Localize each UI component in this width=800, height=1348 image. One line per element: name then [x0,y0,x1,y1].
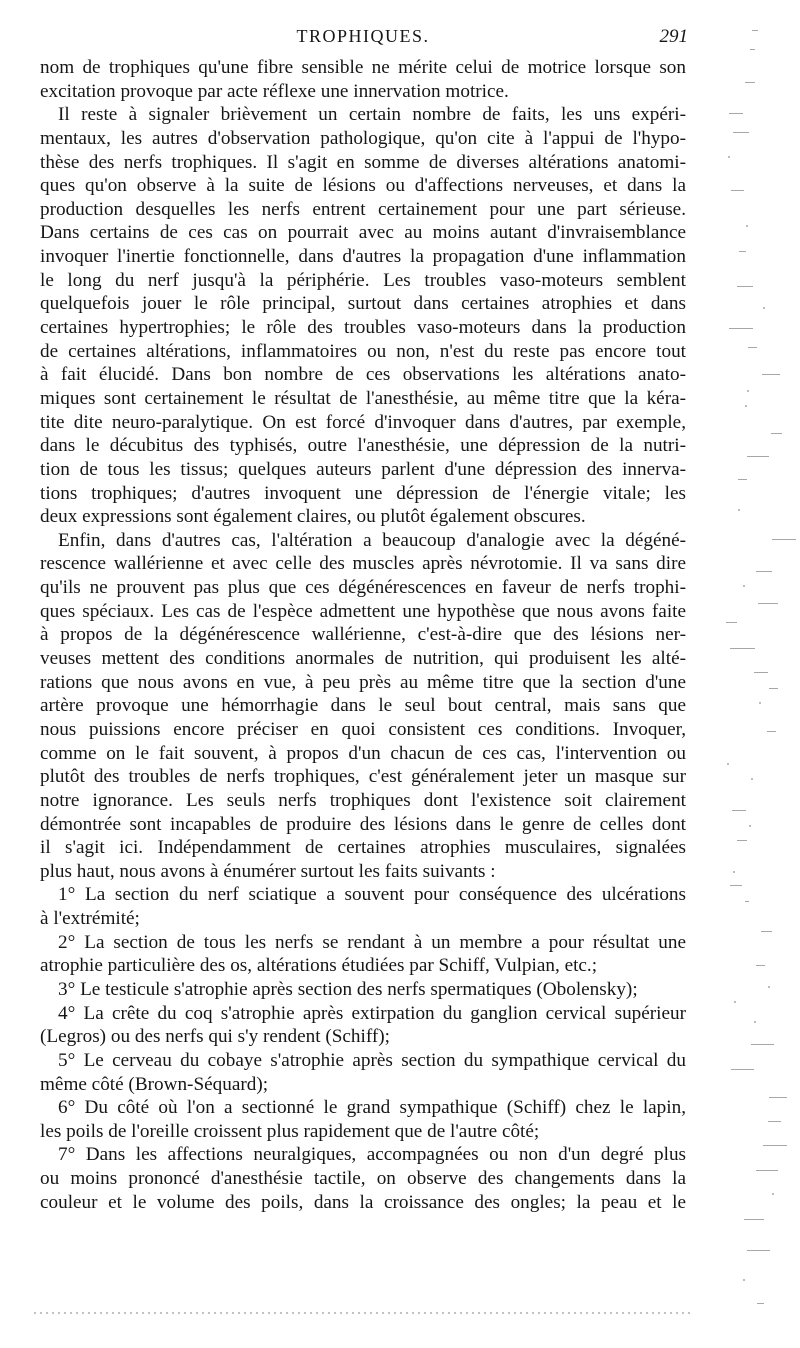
text-line: démontrée sont incapables de produire des lésions dans le genre de celles dont [40,813,686,835]
running-head [40,26,686,52]
show-through-mark [730,648,755,649]
show-through-mark [751,1044,774,1045]
text-line: production desquelles les nerfs entrent certainement pour une part sérieuse. [40,198,686,220]
show-through-mark [756,965,765,966]
show-through-mark [745,82,755,83]
text-line: plutôt des troubles de nerfs trophiques, c'est généralement jeter un masque sur [40,766,686,788]
text-line: les poils de l'oreille croissent plus rapidement que de l'autre côté; [40,1120,540,1142]
show-through-mark [754,1021,756,1023]
text-line: nous puissions encore préciser en quoi consistent ces conditions. Invoquer, [40,718,686,740]
text-line: (Legros) ou des nerfs qui s'y rendent (Schiff); [40,1026,390,1048]
show-through-mark [761,931,772,932]
text-line: nom de trophiques qu'une fibre sensible ne mérite celui de motrice lorsque son [40,57,686,78]
show-through-mark [743,585,745,587]
show-through-mark [729,113,743,114]
show-through-mark [754,672,768,673]
show-through-mark [738,509,740,511]
text-line: deux expressions sont également claires, ou plutôt également obscures. [40,506,586,528]
show-through-mark [756,1170,778,1171]
show-through-mark [748,347,757,348]
text-line: notre ignorance. Les seuls nerfs trophiques dont l'existence soit clairement [40,789,686,811]
show-through-mark [769,1097,787,1098]
show-through-mark [726,622,737,623]
show-through-mark [772,1193,774,1195]
show-through-mark [737,286,753,287]
show-through-mark [729,328,753,329]
text-line: 2° La section de tous les nerfs se rendant à un membre a pour résultat une [58,931,686,953]
show-through-mark [747,456,769,457]
text-line: tions trophiques; d'autres invoquent une dépression de l'énergie vitale; les [40,482,686,504]
text-line: 5° Le cerveau du cobaye s'atrophie après section du sympathique cervical du [58,1049,686,1071]
running-title: TROPHIQUES. [296,26,430,46]
text-line: rescence wallérienne et avec celle des muscles après névrotomie. Il va sans dire [40,553,686,575]
text-line: tite dite neuro-paralytique. On est forcé d'invoquer dans d'autres, par exemple, [40,411,686,433]
text-line: 4° La crête du coq s'atrophie après extirpation du ganglion cervical supérieur [58,1002,686,1024]
text-line: 6° Du côté où l'on a sectionné le grand sympathique (Schiff) chez le lapin, [58,1097,686,1119]
show-through-mark [771,433,782,434]
show-through-mark [727,763,729,765]
text-line: à propos de la dégénérescence wallérienne, c'est-à-dire que des lésions ner- [40,624,686,646]
text-line: invoquer l'inertie fonctionnelle, dans d'autres la propagation d'une inflammation [40,246,686,268]
text-line: ques spéciaux. Les cas de l'espèce admettent une hypothèse que nous avons faite [40,600,686,622]
show-through-mark [769,688,778,689]
margin-show-through-marks [726,30,796,1320]
text-line: ou moins prononcé d'anesthésie tactile, on observe des changements dans la [40,1168,686,1190]
show-through-mark [757,1303,764,1304]
text-line: veuses mettent des conditions anormales de nutrition, qui produisent les alté- [40,648,686,670]
text-line: certaines hypertrophies; le rôle des troubles vaso-moteurs dans la production [40,317,686,339]
show-through-mark [762,374,780,375]
show-through-mark [768,1121,781,1122]
show-through-mark [758,603,778,604]
show-through-mark [738,479,747,480]
bottom-show-through-line [34,1312,694,1314]
show-through-mark [763,1145,787,1146]
show-through-mark [756,571,772,572]
show-through-mark [737,840,747,841]
text-line: mentaux, les autres d'observation pathologique, qu'on cite à l'appui de l'hypo- [40,127,686,149]
show-through-mark [734,1001,736,1003]
show-through-mark [743,1279,745,1281]
text-line: thèse des nerfs trophiques. Il s'agit en somme de diverses altérations anatomi- [40,151,686,173]
show-through-mark [731,1069,754,1070]
show-through-mark [728,156,730,158]
show-through-mark [750,49,755,50]
text-line: miques sont certainement le résultat de l'anesthésie, au même titre que la kéra- [40,387,686,409]
text-line: excitation provoque par acte réflexe une innervation motrice. [40,80,509,102]
text-line: qu'ils ne prouvent pas plus que ces dégénérescences en faveur de nerfs trophi- [40,577,686,599]
text-line: 7° Dans les affections neuralgiques, accompagnées ou non d'un degré plus [58,1144,686,1166]
show-through-mark [744,1219,764,1220]
show-through-mark [747,390,749,392]
show-through-mark [746,225,748,227]
show-through-mark [751,778,753,780]
text-line: Dans certains de ces cas on pourrait avec au moins autant d'invraisemblance [40,222,686,244]
show-through-mark [767,731,776,732]
show-through-mark [745,901,749,902]
text-line: ques qu'on observe à la suite de lésions ou d'affections nerveuses, et dans la [40,175,686,197]
show-through-mark [730,885,742,886]
text-line: Il reste à signaler brièvement un certain nombre de faits, les uns expéri- [58,104,686,126]
text-line: il s'agit ici. Indépendamment de certaines atrophies musculaires, signalées [40,837,686,859]
text-line: quelquefois jouer le rôle principal, surtout dans certaines atrophies et dans [40,293,686,315]
text-line: Enfin, dans d'autres cas, l'altération a beaucoup d'analogie avec la dégéné- [58,529,686,551]
show-through-mark [747,1250,770,1251]
text-line: de certaines altérations, inflammatoires ou non, n'est du reste pas encore tout [40,340,686,362]
text-line: comme on le fait souvent, à propos d'un chacun de ces cas, l'intervention ou [40,742,686,764]
show-through-mark [749,825,751,827]
text-line: 1° La section du nerf sciatique a souvent pour conséquence des ulcérations [58,884,686,906]
text-line: même côté (Brown-Séquard); [40,1073,269,1095]
text-line: tion de tous les tissus; quelques auteurs parlent d'une dépression des innerva- [40,458,686,480]
show-through-mark [772,539,796,540]
show-through-mark [763,307,765,309]
body-text [40,56,686,1214]
text-line: rations que nous avons en vue, à peu près au même titre que la section d'une [40,671,686,693]
text-line: 3° Le testicule s'atrophie après section des nerfs spermatiques (Obolensky); [58,978,638,1000]
show-through-mark [732,810,746,811]
show-through-mark [752,30,758,31]
show-through-mark [731,190,744,191]
text-line: atrophie particulière des os, altérations étudiées par Schiff, Vulpian, etc.; [40,955,598,977]
page-number: 291 [659,26,688,47]
show-through-mark [745,405,747,407]
text-line: couleur et le volume des poils, dans la croissance des ongles; la peau et le [40,1191,686,1213]
text-line: à l'extrémité; [40,908,140,930]
show-through-mark [759,702,761,704]
show-through-mark [768,986,770,988]
show-through-mark [733,132,749,133]
text-line: plus haut, nous avons à énumérer surtout les faits suivants : [40,860,496,882]
text-line: le long du nerf jusqu'à la périphérie. Les troubles vaso-moteurs semblent [40,269,686,291]
text-line: à fait élucidé. Dans bon nombre de ces observations les altérations anato- [40,364,686,386]
show-through-mark [733,871,735,873]
show-through-mark [739,251,746,252]
text-line: dans le décubitus des typhisés, outre l'anesthésie, une dépression de la nutri- [40,435,686,457]
text-line: artère provoque une hémorrhagie dans le seul bout central, mais sans que [40,695,686,717]
